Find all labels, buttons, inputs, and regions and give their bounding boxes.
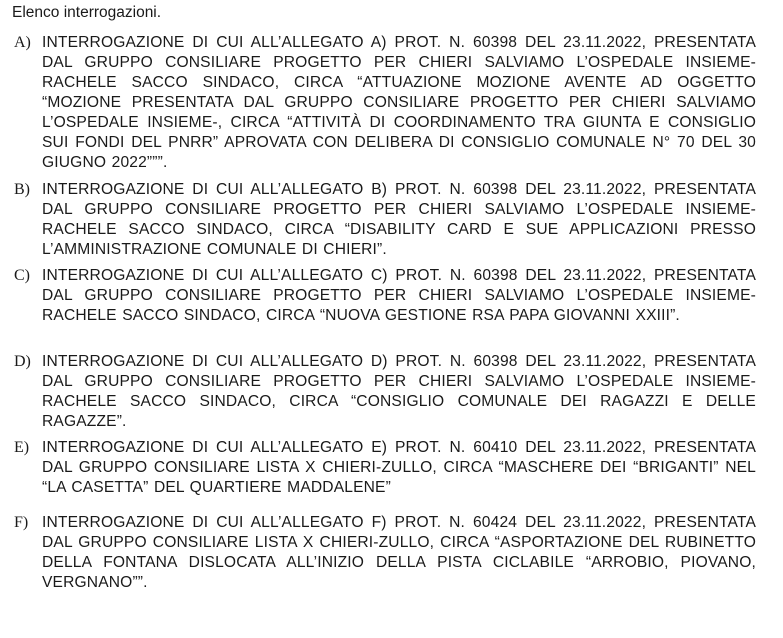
item-letter: E)	[14, 439, 30, 456]
list-item-a	[14, 33, 756, 173]
list-item-d	[14, 352, 756, 432]
item-text: INTERROGAZIONE DI CUI ALL’ALLEGATO B) PROT. N. 60398 DEL 23.11.2022, PRESENTATA DAL GRUPPO CONSILIARE PROGETTO PER CHIERI SALVIAMO L’OSPEDALE INSIEME-RACHELE SACCO SINDACO, CIRCA “DISABILITY CARD E SUE APPLICAZIONI PRESSO L’AMMINISTRAZIONE COMUNALE DI CHIERI”.	[42, 181, 756, 258]
list-heading: Elenco interrogazioni.	[12, 4, 162, 21]
list-item-c	[14, 266, 756, 326]
item-letter: A)	[14, 34, 31, 51]
item-text: INTERROGAZIONE DI CUI ALL’ALLEGATO C) PROT. N. 60398 DEL 23.11.2022, PRESENTATA DAL GRUPPO CONSILIARE PROGETTO PER CHIERI SALVIAMO L’OSPEDALE INSIEME-RACHELE SACCO SINDACO, CIRCA “NUOVA GESTIONE RSA PAPA GIOVANNI XXIII”.	[42, 267, 756, 324]
item-letter: C)	[14, 267, 30, 284]
item-text: INTERROGAZIONE DI CUI ALL’ALLEGATO D) PROT. N. 60398 DEL 23.11.2022, PRESENTATA DAL GRUPPO CONSILIARE PROGETTO PER CHIERI SALVIAMO L’OSPEDALE INSIEME-RACHELE SACCO SINDACO, CIRCA “CONSIGLIO COMUNALE DEI RAGAZZI E DELLE RAGAZZE”.	[42, 353, 756, 430]
list-item-e	[14, 438, 756, 498]
item-letter: D)	[14, 353, 31, 370]
list-item-f	[14, 513, 756, 593]
item-text: INTERROGAZIONE DI CUI ALL’ALLEGATO F) PROT. N. 60424 DEL 23.11.2022, PRESENTATA DAL GRUPPO CONSILIARE LISTA X CHIERI-ZULLO, CIRCA “ASPORTAZIONE DEL RUBINETTO DELLA FONTANA DISLOCATA ALL’INIZIO DELLA PISTA CICLABILE “ARROBIO, PIOVANO, VERGNANO””.	[42, 514, 756, 591]
item-text: INTERROGAZIONE DI CUI ALL’ALLEGATO E) PROT. N. 60410 DEL 23.11.2022, PRESENTATA DAL GRUPPO CONSILIARE LISTA X CHIERI-ZULLO, CIRCA “MASCHERE DEI “BRIGANTI” NEL “LA CASETTA” DEL QUARTIERE MADDALENE”	[42, 439, 756, 496]
item-letter: B)	[14, 181, 30, 198]
list-item-b	[14, 180, 756, 260]
item-text: INTERROGAZIONE DI CUI ALL’ALLEGATO A) PROT. N. 60398 DEL 23.11.2022, PRESENTATA DAL GRUPPO CONSILIARE PROGETTO PER CHIERI SALVIAMO L’OSPEDALE INSIEME-RACHELE SACCO SINDACO, CIRCA “ATTUAZIONE MOZIONE AVENTE AD OGGETTO “MOZIONE PRESENTATA DAL GRUPPO CONSILIARE PROGETTO PER CHIERI SALVIAMO L’OSPEDALE INSIEME-, CIRCA “ATTIVITÀ DI COORDINAMENTO TRA GIUNTA E CONSIGLIO SUI FONDI DEL PNRR” APROVATA CON DELIBERA DI CONSIGLIO COMUNALE N° 70 DEL 30 GIUGNO 2022”””.	[42, 34, 756, 171]
item-letter: F)	[14, 514, 29, 531]
